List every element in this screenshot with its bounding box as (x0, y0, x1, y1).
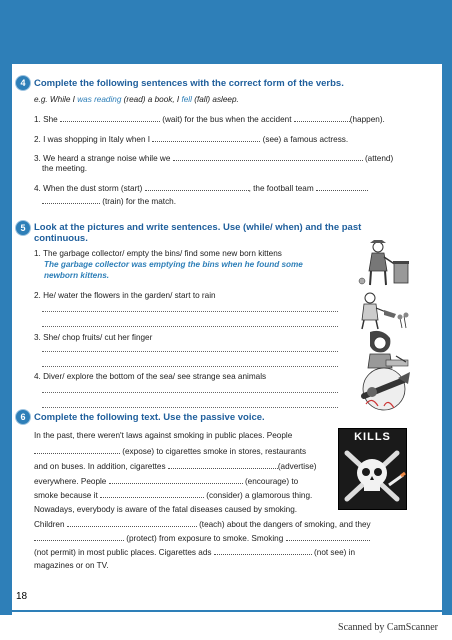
section-4-item-3 (34, 153, 393, 164)
top-border-band (0, 0, 452, 64)
section-4-item-2 (34, 134, 348, 145)
section-4-badge: 4 (16, 76, 30, 90)
kills-poster (338, 428, 407, 510)
passage-text: (advertise) (277, 462, 317, 471)
passage-line-6: Nowadays, everybody is aware of the fatal diseases caused by smoking. (34, 505, 298, 514)
passage-line-9 (34, 547, 355, 558)
passage-line-2 (34, 446, 306, 457)
section-5-item-3: 3. She/ chop fruits/ cut her finger (34, 333, 153, 342)
item-text: 4. When the dust storm (start) (34, 184, 145, 193)
section-4-item-4-cont (42, 196, 176, 207)
passage-text: (not permit) in most public places. Cigarettes ads (34, 548, 212, 557)
chopping-fruit-illustration (356, 330, 412, 370)
section-5-heading-cont: continuous. (34, 233, 88, 244)
page-number: 18 (16, 591, 28, 602)
scanner-watermark: Scanned by CamScanner (338, 622, 438, 633)
answer-blank[interactable] (109, 476, 243, 484)
example-prefix: e.g. While I (34, 95, 78, 104)
section-4-item-3-cont: the meeting. (42, 164, 88, 173)
section-5-heading: Look at the pictures and write sentences. Use (while/ when) and the past (34, 222, 362, 233)
item-text: 3. We heard a strange noise while we (34, 154, 173, 163)
section-5-answer-1: The garbage collector was emptying the bins when he found some (44, 260, 303, 269)
passage-text: (not see) in (314, 548, 356, 557)
passage-text: smoke because it (34, 491, 98, 500)
passage-line-1: In the past, there weren't laws against smoking in public places. People (34, 431, 293, 440)
section-5-item-4: 4. Diver/ explore the bottom of the sea/ see strange sea animals (34, 372, 267, 381)
answer-blank[interactable] (34, 533, 124, 541)
section-5-answer-1-cont: newborn kittens. (44, 271, 110, 280)
write-line[interactable] (42, 350, 338, 352)
write-line[interactable] (42, 365, 338, 367)
skull-crossbones-icon (339, 445, 406, 507)
passage-text: Children (34, 520, 65, 529)
answer-blank[interactable] (214, 547, 312, 555)
answer-blank[interactable] (34, 446, 120, 454)
write-line[interactable] (42, 310, 338, 312)
example-suffix: (fall) asleep. (191, 95, 239, 104)
passage-text: (encourage) to (244, 477, 299, 486)
write-line[interactable] (42, 391, 338, 393)
section-5-item-2: 2. He/ water the flowers in the garden/ start to rain (34, 291, 216, 300)
answer-blank[interactable] (100, 490, 204, 498)
section-4-heading: Complete the following sentences with the correct form of the verbs. (34, 78, 344, 89)
section-6-heading: Complete the following text. Use the passive voice. (34, 412, 265, 423)
item-text: (happen). (349, 115, 385, 124)
example-mid: (read) a book, I (121, 95, 182, 104)
answer-blank[interactable] (145, 183, 249, 191)
left-border-band (0, 0, 12, 615)
watering-flowers-illustration (356, 290, 412, 330)
answer-blank[interactable] (294, 114, 350, 122)
section-4-item-4 (34, 183, 368, 194)
passage-text: (expose) to cigarettes smoke in stores, restaurants (122, 447, 307, 456)
item-text: (wait) for the bus when the accident (162, 115, 294, 124)
example-answer-2: fell (181, 95, 192, 104)
garbage-collector-illustration (354, 239, 414, 289)
answer-blank[interactable] (168, 461, 278, 469)
answer-blank[interactable] (173, 153, 363, 161)
item-text: , the football team (248, 184, 316, 193)
passage-line-7 (34, 519, 371, 530)
item-text: (attend) (364, 154, 394, 163)
footer-rule (0, 610, 452, 612)
section-5-badge: 5 (16, 221, 30, 235)
write-line[interactable] (42, 325, 338, 327)
item-text: 1. She (34, 115, 60, 124)
answer-blank[interactable] (60, 114, 160, 122)
passage-line-4 (34, 476, 298, 487)
diver-illustration (354, 366, 414, 412)
passage-text: everywhere. People (34, 477, 107, 486)
passage-text: (protect) from exposure to smoke. Smoking (126, 534, 284, 543)
passage-line-8 (34, 533, 370, 544)
passage-line-10: magazines or on TV. (34, 561, 109, 570)
answer-blank[interactable] (152, 134, 260, 142)
section-4-item-1 (34, 114, 385, 125)
section-6-badge: 6 (16, 410, 30, 424)
answer-blank[interactable] (67, 519, 197, 527)
item-text: 2. I was shopping in Italy when I (34, 135, 153, 144)
answer-blank[interactable] (42, 196, 100, 204)
write-line[interactable] (42, 406, 338, 408)
answer-blank[interactable] (286, 533, 370, 541)
passage-text: (teach) about the dangers of smoking, and they (199, 520, 371, 529)
item-text: (see) a famous actress. (262, 135, 349, 144)
section-4-example (34, 95, 239, 105)
passage-text: and on buses. In addition, cigarettes (34, 462, 166, 471)
passage-line-5 (34, 490, 312, 501)
example-answer-1: was reading (77, 95, 122, 104)
item-text: (train) for the match. (102, 197, 176, 206)
passage-text: (consider) a glamorous thing. (206, 491, 313, 500)
answer-blank[interactable] (316, 183, 368, 191)
right-border-band (442, 0, 452, 615)
kills-label: KILLS (354, 431, 391, 443)
section-5-item-1: 1. The garbage collector/ empty the bins/ find some new born kittens (34, 249, 282, 258)
passage-line-3 (34, 461, 317, 472)
